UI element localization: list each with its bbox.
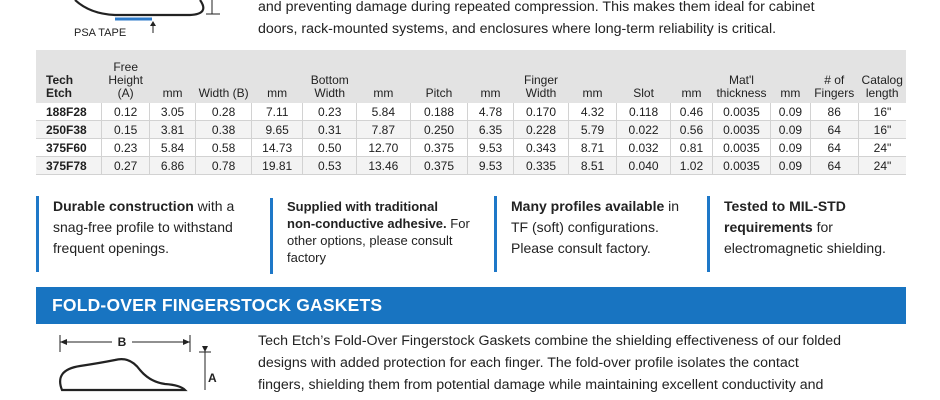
feature-text: with a: [193, 198, 235, 214]
column-header: Bottom Width: [303, 50, 357, 103]
table-cell: 0.38: [196, 121, 252, 139]
table-cell: 4.78: [468, 103, 513, 121]
table-row: [36, 139, 906, 157]
specs-table: [36, 50, 906, 175]
column-header: Tech Etch: [36, 50, 102, 103]
table-cell: 12.70: [357, 139, 411, 157]
intro-line: doors, rack-mounted systems, and enclosures where long-term reliability is critical.: [258, 21, 777, 37]
table-cell: 0.50: [303, 139, 357, 157]
table-cell: 6.35: [468, 121, 513, 139]
feature-bold: requirements: [724, 219, 813, 235]
feature-bold: Durable construction: [53, 198, 194, 214]
table-cell: 14.73: [251, 139, 303, 157]
table-row: [36, 157, 906, 175]
column-header: mm: [149, 50, 195, 103]
feature-bold: Supplied with traditional: [287, 199, 438, 214]
column-header: mm: [569, 50, 616, 103]
table-cell: 0.343: [513, 139, 569, 157]
section-title: FOLD-OVER FINGERSTOCK GASKETS: [52, 295, 383, 315]
table-cell: 5.84: [149, 139, 195, 157]
table-cell: 0.09: [771, 121, 810, 139]
column-header: mm: [771, 50, 810, 103]
feature-text: snag-free profile to withstand: [53, 219, 233, 235]
table-row: [36, 103, 906, 121]
feature-text: frequent openings.: [53, 240, 169, 256]
table-cell: 0.23: [303, 103, 357, 121]
column-header: Slot: [616, 50, 671, 103]
table-cell: 7.11: [251, 103, 303, 121]
column-header: mm: [357, 50, 411, 103]
psa-tape-label: PSA TAPE: [74, 27, 127, 39]
table-cell: 0.335: [513, 157, 569, 175]
table-cell: 86: [810, 103, 858, 121]
table-cell: 0.118: [616, 103, 671, 121]
table-cell: 0.78: [196, 157, 252, 175]
table-cell: 4.32: [569, 103, 616, 121]
table-cell: 0.09: [771, 157, 810, 175]
feature-text: in: [664, 198, 680, 214]
column-header: mm: [468, 50, 513, 103]
table-cell: 0.022: [616, 121, 671, 139]
column-header: Width (B): [196, 50, 252, 103]
column-header: Pitch: [410, 50, 468, 103]
feature-text: electromagnetic shielding.: [724, 240, 886, 256]
table-cell: 0.53: [303, 157, 357, 175]
table-cell: 0.27: [102, 157, 149, 175]
table-cell: 7.87: [357, 121, 411, 139]
intro-line: and preventing damage during repeated compression. This makes them ideal for cabinet: [258, 0, 815, 15]
feature-text: for: [812, 219, 833, 235]
feature-bold: non-conductive adhesive.: [287, 216, 447, 231]
table-cell: 24": [858, 157, 906, 175]
description-line: fingers, shielding them from potential damage while maintaining excellent conductivity and: [258, 377, 824, 393]
table-cell: 0.250: [410, 121, 468, 139]
table-cell: 0.09: [771, 103, 810, 121]
table-cell: 9.53: [468, 157, 513, 175]
table-cell: 0.0035: [712, 103, 771, 121]
part-number-cell: 375F60: [36, 139, 102, 157]
table-cell: 9.65: [251, 121, 303, 139]
table-cell: 0.040: [616, 157, 671, 175]
table-cell: 0.188: [410, 103, 468, 121]
table-cell: 0.28: [196, 103, 252, 121]
column-header: mm: [251, 50, 303, 103]
description-line: designs with added protection for each finger. The fold-over profile isolates the contact: [258, 355, 799, 371]
table-cell: 0.15: [102, 121, 149, 139]
table-cell: 64: [810, 139, 858, 157]
table-cell: 5.84: [357, 103, 411, 121]
table-cell: 0.0035: [712, 121, 771, 139]
column-header: Catalog length: [858, 50, 906, 103]
top-gasket-profile: [75, 0, 203, 15]
table-cell: 0.31: [303, 121, 357, 139]
fold-over-profile: [60, 359, 185, 390]
table-body: [36, 103, 906, 175]
column-header: # of Fingers: [810, 50, 858, 103]
table-cell: 1.02: [671, 157, 712, 175]
table-cell: 0.375: [410, 157, 468, 175]
table-cell: 0.81: [671, 139, 712, 157]
table-cell: 3.81: [149, 121, 195, 139]
table-cell: 0.12: [102, 103, 149, 121]
feature-adhesive: [270, 198, 487, 274]
table-cell: 8.71: [569, 139, 616, 157]
table-cell: 0.0035: [712, 139, 771, 157]
table-cell: 0.58: [196, 139, 252, 157]
feature-text: other options, please consult: [287, 233, 453, 248]
table-cell: 0.46: [671, 103, 712, 121]
table-cell: 6.86: [149, 157, 195, 175]
table-cell: 3.05: [149, 103, 195, 121]
top-gasket-diagram: [40, 0, 240, 50]
column-header: Finger Width: [513, 50, 569, 103]
table-cell: 9.53: [468, 139, 513, 157]
feature-bold: Tested to MIL-STD: [724, 198, 846, 214]
dim-a-label: A: [208, 371, 217, 385]
table-cell: 0.09: [771, 139, 810, 157]
column-header: Free Height (A): [102, 50, 149, 103]
table-cell: 0.0035: [712, 157, 771, 175]
table-cell: 0.032: [616, 139, 671, 157]
feature-profiles: [494, 196, 711, 272]
table-cell: 0.23: [102, 139, 149, 157]
part-number-cell: 188F28: [36, 103, 102, 121]
table-cell: 19.81: [251, 157, 303, 175]
feature-text: For: [446, 216, 470, 231]
table-header-row: [36, 50, 906, 103]
table-cell: 0.375: [410, 139, 468, 157]
feature-durable: [36, 196, 273, 272]
column-header: mm: [671, 50, 712, 103]
table-cell: 0.56: [671, 121, 712, 139]
table-row: [36, 121, 906, 139]
part-number-cell: 375F78: [36, 157, 102, 175]
table-cell: 16": [858, 103, 906, 121]
table-cell: 8.51: [569, 157, 616, 175]
feature-bold: Many profiles available: [511, 198, 665, 214]
column-header: Mat'l thickness: [712, 50, 771, 103]
description-line: Tech Etch’s Fold-Over Fingerstock Gaskets combine the shielding effectiveness of our folded: [258, 333, 842, 349]
feature-text: Please consult factory.: [511, 240, 651, 256]
section-banner: [36, 287, 906, 324]
fold-over-gasket-diagram: [40, 330, 240, 400]
table-cell: 0.170: [513, 103, 569, 121]
table-cell: 16": [858, 121, 906, 139]
dim-b-label: B: [117, 335, 127, 349]
table-cell: 0.228: [513, 121, 569, 139]
feature-text: factory: [287, 250, 327, 265]
feature-mil-std: [707, 196, 924, 272]
table-cell: 13.46: [357, 157, 411, 175]
table-cell: 64: [810, 157, 858, 175]
feature-text: TF (soft) configurations.: [511, 219, 659, 235]
table-cell: 5.79: [569, 121, 616, 139]
intro-paragraph: [258, 0, 918, 40]
table-cell: 24": [858, 139, 906, 157]
fold-over-description: [258, 330, 908, 396]
table-cell: 64: [810, 121, 858, 139]
part-number-cell: 250F38: [36, 121, 102, 139]
